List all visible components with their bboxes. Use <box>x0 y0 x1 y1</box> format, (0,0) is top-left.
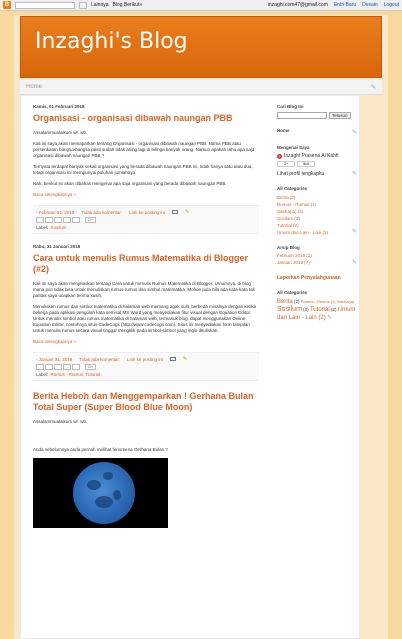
label-cloud-title: All Categories <box>277 290 308 295</box>
share-facebook-button[interactable] <box>63 217 71 223</box>
label-cloud <box>277 298 357 322</box>
post-paragraph: Assalammualaikum wr. wb. <box>33 130 88 135</box>
account-email: inzaghi.com47@gmail.com <box>267 2 328 8</box>
category-item[interactable]: Rumus - Rumus (1) <box>277 202 317 207</box>
more-menu[interactable]: Lainnya <box>91 2 109 8</box>
about-widget-title: Mengenai Saya <box>277 145 310 150</box>
gplus-badge-icon: g <box>278 153 281 158</box>
category-item[interactable]: Sosilum (3) <box>277 216 300 221</box>
home-widget-title: Home <box>277 128 290 133</box>
blogger-logo-icon[interactable]: B <box>4 2 10 8</box>
gplus-button[interactable]: G+ <box>85 364 96 370</box>
edit-widget-wrench-icon[interactable]: ✎ <box>351 129 357 136</box>
email-post-icon[interactable] <box>172 210 178 214</box>
blog-title[interactable]: Inzaghi's Blog <box>35 29 188 54</box>
post-labels <box>36 372 256 377</box>
category-item[interactable]: Tutorial (2) <box>277 223 299 228</box>
page-tabs <box>20 80 382 95</box>
post-paragraph: Kali ini saya akan menjelaskan tentang Cara untuk menulis Rumus Matematika di Blogger. Umumnya, di blog mana pun tidak bisa untuk menuliskan rumus-rumus dan simbol matematika. Mohon pula bila ada kata-kata tak pantas saya ucapkan terima kasih. <box>33 281 255 298</box>
post-body <box>33 130 259 187</box>
edit-widget-wrench-icon[interactable]: ✎ <box>351 229 357 235</box>
post-paragraph: Kali ini saya akan memaparkan tentang Organisasi - organisasi dibawah naungan PBB. Nama PBB atau perserikatan bangsa-bangsa pasti sudah tidak asing lagi di telinga banyak orang. Namun apakah tahu apa saja organisasi dibawah naungan PBB ? <box>33 141 255 158</box>
gplus-button[interactable]: G+ <box>85 217 96 223</box>
archive-widget-title: Arsip Blog <box>277 245 300 250</box>
blog-search-input[interactable] <box>277 112 327 119</box>
label-cloud-widget <box>277 290 357 322</box>
archive-item[interactable]: Februari 2018 (1) <box>277 253 312 258</box>
post-title[interactable]: Cara untuk menulis Rumus Matematika di Blogger (#2) <box>33 253 249 274</box>
edit-tabs-wrench-icon[interactable]: ✎ <box>370 84 376 91</box>
permalink[interactable]: Link ke posting ini <box>129 209 165 215</box>
archive-widget <box>277 245 357 266</box>
post-timestamp-link[interactable]: - Februari 01, 2018 <box>36 209 75 215</box>
blue-moon-image <box>73 462 135 524</box>
edit-widget-wrench-icon[interactable]: ✎ <box>326 315 332 321</box>
archive-item[interactable]: Januari 2018 (7) <box>277 259 310 265</box>
logout-link[interactable]: Logout <box>383 2 399 8</box>
category-item[interactable]: Sastra(ia) (1) <box>277 209 304 214</box>
share-blogthis-button[interactable] <box>45 217 53 223</box>
search-widget-title: Cari Blog Ini <box>277 104 304 109</box>
share-blogthis-button[interactable] <box>45 364 53 370</box>
post-paragraph: Assalammualaikum wr. wb. <box>33 419 88 424</box>
search-widget <box>277 104 357 119</box>
share-pinterest-button[interactable] <box>72 217 80 223</box>
design-link[interactable]: Desain <box>362 2 378 8</box>
post-footer <box>33 352 259 381</box>
post-labels <box>36 225 256 230</box>
post-body <box>33 419 259 453</box>
post-title[interactable]: Organisasi - organisasi dibawah naungan PBB <box>33 113 233 123</box>
label-link[interactable]: Rumus - Rumus, Tutorial <box>50 372 101 377</box>
edit-post-pencil-icon[interactable]: ✎ <box>184 209 190 215</box>
share-email-button[interactable] <box>36 364 44 370</box>
post-timestamp-link[interactable]: - Januari 31, 2018 <box>36 356 73 362</box>
share-twitter-button[interactable] <box>54 217 62 223</box>
post-paragraph: Anda sebelumnya anda pernah melihat fenomena Gerhana Bulan ? <box>33 447 168 452</box>
post-body <box>33 281 259 334</box>
post-date: Rabu, 31 Januari 2018 <box>33 244 81 249</box>
blogger-navbar <box>0 0 402 11</box>
cloud-count: (3) <box>303 307 309 312</box>
moon-photo <box>33 458 168 528</box>
cloud-label[interactable]: Umum dan Lain - Lain (2) <box>277 307 356 321</box>
next-blog-link[interactable]: Blog Berikut» <box>112 2 143 8</box>
gplus-follow-button[interactable]: G+ <box>277 161 295 167</box>
report-abuse-link[interactable]: Laporkan Penyalahgunaan <box>277 275 341 281</box>
post <box>33 244 259 381</box>
post-paragraph: Ternyata terdapat banyak sekali organisasi yang berada dibawah naungan PBB ini, tidak hanya satu atau dua, tetapi organisasi ini mempunyai puluhan jumlahnya. <box>33 164 253 175</box>
label-link[interactable]: Sosilum <box>50 225 67 230</box>
categories-widget <box>277 186 357 236</box>
cloud-label[interactable]: Sastra(ia) <box>336 299 355 304</box>
cloud-label[interactable]: Sosilum <box>277 306 302 313</box>
posts-column <box>33 104 259 528</box>
profile-name[interactable]: Inzaghi Prasena Al Kahfi <box>284 153 339 159</box>
cloud-label[interactable]: Tutorial <box>309 307 330 313</box>
share-email-button[interactable] <box>36 217 44 223</box>
share-pinterest-button[interactable] <box>72 364 80 370</box>
cloud-count: (2) <box>293 299 300 304</box>
categories-widget-title: All Categories <box>277 186 308 191</box>
cloud-label[interactable]: Rumus - Rumus (1) <box>300 299 336 304</box>
about-widget <box>277 145 357 177</box>
post-title[interactable]: Berita Heboh dan Menggemparkan ! Gerhana Bulan Total Super (Super Blood Blue Moon) <box>33 391 254 412</box>
home-widget <box>277 128 357 136</box>
read-more-link[interactable]: Baca selengkapnya » <box>33 339 77 344</box>
category-item[interactable]: Berita (2) <box>277 195 296 200</box>
read-more-link[interactable]: Baca selengkapnya » <box>33 192 77 197</box>
comments-link[interactable]: Tidak ada komentar: <box>81 209 123 215</box>
content-area <box>20 95 360 639</box>
labels-prefix: Label: <box>36 225 49 230</box>
permalink[interactable]: Link ke posting ini <box>127 356 163 362</box>
post-date: Kamis, 01 Februari 2018 <box>33 104 85 109</box>
navbar-search-input[interactable] <box>15 2 75 9</box>
follow-button[interactable]: Ikuti <box>297 161 315 167</box>
report-widget <box>277 275 357 281</box>
view-profile-link[interactable]: Lihat profil lengkapku <box>277 170 325 177</box>
category-item[interactable]: Umum dan Lain - Lain (2) ✎ <box>277 229 357 235</box>
navbar-search-button[interactable] <box>79 2 87 9</box>
post-paragraph: Nah, berikut ini akan dibahas mengenai apa saja organisasi yang berada dibawah naungan PBB. <box>33 181 227 186</box>
post <box>33 391 259 528</box>
sidebar <box>277 104 357 331</box>
comments-link[interactable]: Tidak ada komentar: <box>79 356 121 362</box>
tab-home[interactable]: Home <box>26 84 43 90</box>
edit-post-pencil-icon[interactable]: ✎ <box>182 356 188 362</box>
email-post-icon[interactable] <box>170 357 176 361</box>
blog-header <box>20 16 382 78</box>
post <box>33 104 259 234</box>
cloud-count: (2) <box>331 307 337 312</box>
edit-widget-wrench-icon[interactable]: ✎ <box>351 260 357 266</box>
share-twitter-button[interactable] <box>54 364 62 370</box>
blog-search-button[interactable]: Telusuri <box>329 112 351 119</box>
post-footer <box>33 205 259 234</box>
post-paragraph: Menuliskan rumus dan simbol matematika di halaman web memang agak sulit, berbeda misalnya dengan ketika bekerja pada aplikasi pengolah kata semisal MS Word yang menyediakan fitur visual dengan Equation Editor. Untuk menulis simbol atau rumus matematika di halaman web, termasuk blog, dapat menggunakan Online Equation Editor, contohnya situs CodeCogs (http://www.codecogs.com). Situs ini menyediakan form tampilan untuk menulis rumus secara visual tinggal mengklik pada simbol-simbol yang ingin dituliskan. <box>33 304 257 333</box>
share-facebook-button[interactable] <box>63 364 71 370</box>
labels-prefix: Label: <box>36 372 49 377</box>
new-post-link[interactable]: Entri Baru <box>333 2 357 8</box>
cloud-label[interactable]: Berita <box>277 299 293 305</box>
edit-widget-wrench-icon[interactable]: ✎ <box>351 171 357 177</box>
